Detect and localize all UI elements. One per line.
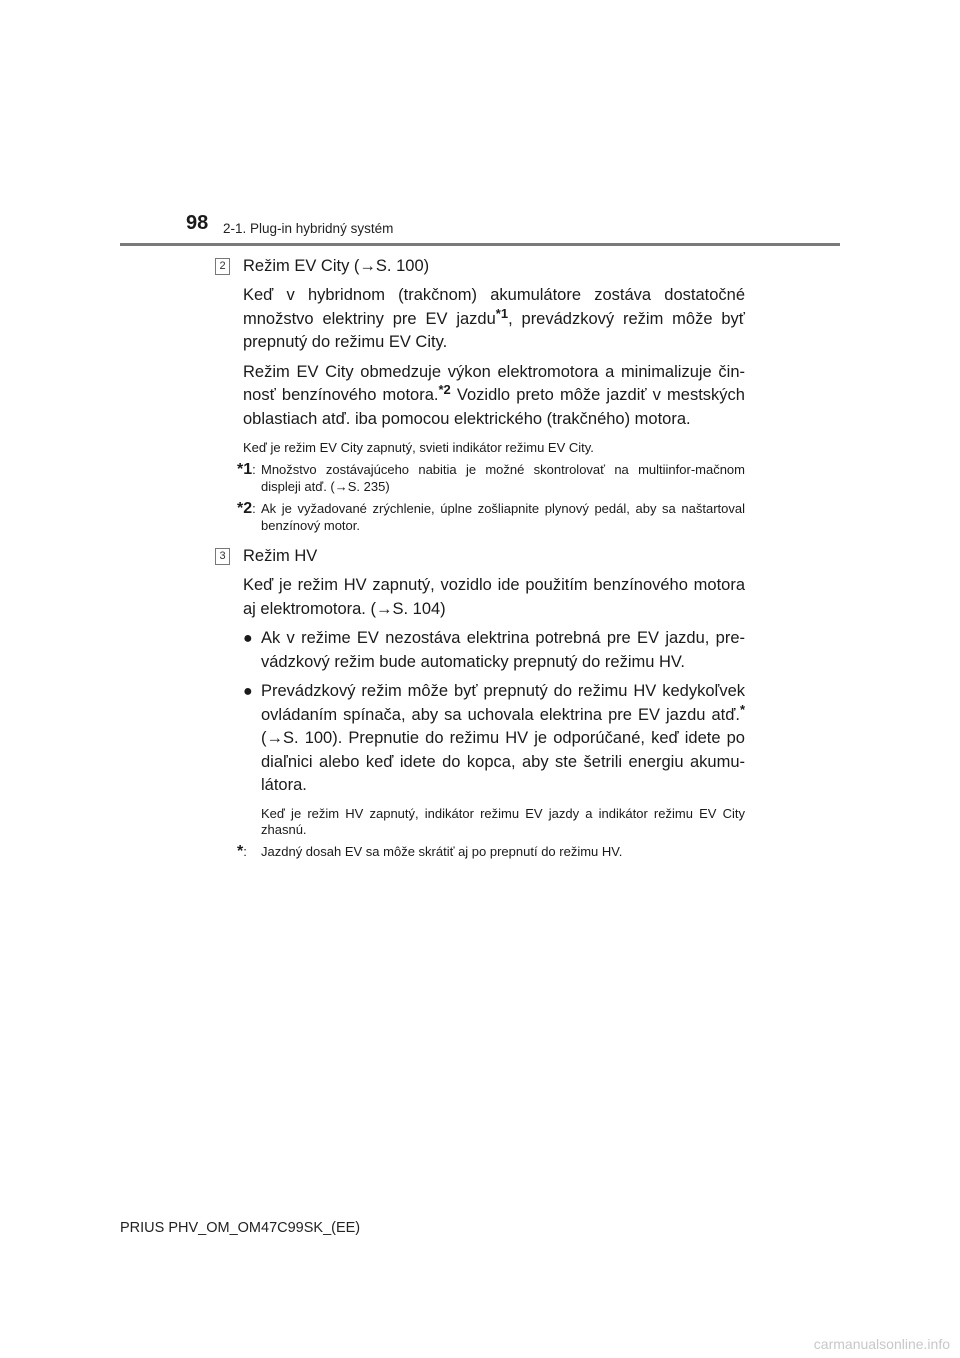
footnote-mark: *1: xyxy=(237,461,256,478)
item-title: Režim HV xyxy=(243,547,318,565)
section-title: 2-1. Plug-in hybridný systém xyxy=(223,221,394,236)
watermark: carmanualsonline.info xyxy=(813,1336,950,1352)
footnote-text: Jazdný dosah EV sa môže skrátiť aj po prepnutí do režimu HV. xyxy=(261,843,623,859)
footnote-3 xyxy=(215,843,745,860)
footnote-text: Ak je vyžadované zrýchlenie, úplne zošliapnite plynový pedál, aby sa naštartoval benzínový motor. xyxy=(261,501,745,533)
footnote-2 xyxy=(215,500,745,534)
footnote-1 xyxy=(215,461,745,495)
ev-city-note: Keď je režim EV City zapnutý, svieti indikátor režimu EV City. xyxy=(243,440,594,455)
hv-bullet-2: ● Prevádzkový režim môže byť prepnutý do režimu HV kedykoľvek ovládaním spínača, aby sa uchovala elektrina pre EV jazdu atď.* (→S. 100). Prepnutie do režimu HV je odporúčané, keď idete po diaľnici alebo keď idete do kopca, aby ste šetrili energiu akumu-látora. xyxy=(243,682,745,794)
item-number-badge: 3 xyxy=(215,548,230,565)
header-divider xyxy=(120,243,840,246)
footnote-text: Množstvo zostávajúceho nabitia je možné skontrolovať na multiinfor-mačnom displeji atď. (→S. 235) xyxy=(261,462,745,494)
footnote-ref-1: *1 xyxy=(495,305,509,321)
page-number: 98 xyxy=(186,212,209,234)
ev-city-paragraph-2: Režim EV City obmedzuje výkon elektromotora a minimalizuje čin-nosť benzínového motora.$^{*2}$ Vozidlo preto môže jazdiť v mestských oblastiach atď. iba pomocou elektrického (trakčného) motora. xyxy=(243,362,745,428)
footnote-ref-2: *2 xyxy=(438,382,451,397)
hv-bullet-1: ● Ak v režime EV nezostáva elektrina potrebná pre EV jazdu, pre-vádzkový režim bude automaticky prepnutý do režimu HV. xyxy=(243,629,745,671)
item-title: Režim EV City (→S. 100) xyxy=(243,257,430,275)
document-code: PRIUS PHV_OM_OM47C99SK_(EE) xyxy=(120,1220,361,1236)
ev-city-paragraph-1: Keď v hybridnom (trakčnom) akumulátore zostáva dostatočné množstvo elektriny pre EV jazdu$^{*1}$, prevádzkový režim môže byť prepnutý do režimu EV City. xyxy=(243,286,745,351)
hv-note: Keď je režim HV zapnutý, indikátor režimu EV jazdy a indikátor režimu EV City zhasnú. xyxy=(261,805,745,837)
bullet-icon: ● xyxy=(243,683,253,700)
bullet-icon: ● xyxy=(243,630,253,647)
footnote-mark: *2: xyxy=(237,500,256,517)
hv-paragraph-1: Keď je režim HV zapnutý, vozidlo ide použitím benzínového motora aj elektromotora. (→S. 104) xyxy=(243,576,745,618)
item-ev-city-heading xyxy=(215,254,745,278)
page-content xyxy=(215,250,745,860)
item-number-badge: 2 xyxy=(215,258,230,275)
item-hv-heading xyxy=(215,544,745,568)
footnote-ref: * xyxy=(739,701,745,717)
footnote-mark: *: xyxy=(237,842,247,860)
